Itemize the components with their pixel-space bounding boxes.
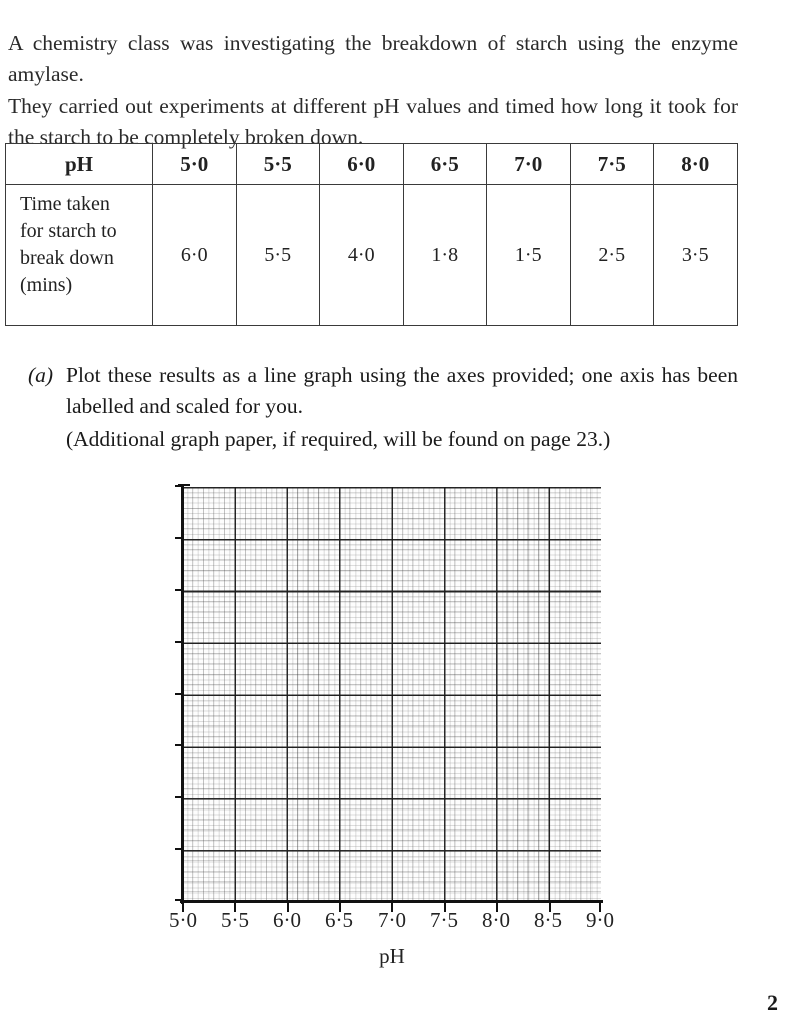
table-cell-time: 5·5: [236, 185, 320, 326]
x-axis-tick-label: 7·0: [378, 908, 406, 932]
graph-paper-block: [182, 487, 601, 902]
intro-paragraph-1: A chemistry class was investigating the breakdown of starch using the enzyme amylase.: [8, 30, 738, 86]
table-cell-time: 4·0: [320, 185, 404, 326]
question-part-a: [28, 360, 738, 422]
x-axis-title-text: pH: [379, 944, 405, 968]
table-cell-time: 1·5: [487, 185, 571, 326]
table-header-ph-value: 6·5: [403, 144, 487, 185]
y-axis-tick: [175, 537, 183, 539]
row-label-line: for starch to: [20, 220, 117, 242]
table-header-ph-value: 7·0: [487, 144, 571, 185]
table-header-row: [6, 144, 738, 185]
table-header-ph-value: 7·5: [570, 144, 654, 185]
y-axis-tick: [175, 641, 183, 643]
y-axis-tick: [175, 693, 183, 695]
y-axis-tick: [175, 485, 183, 487]
question-note: (Additional graph paper, if required, will be found on page 23.): [66, 427, 611, 451]
x-axis-tick-label: 6·0: [273, 908, 301, 932]
table-header-ph-value: 5·0: [153, 144, 237, 185]
x-axis-tick-label: 5·0: [169, 908, 197, 932]
table-header-ph-value: 8·0: [654, 144, 738, 185]
x-axis-tick-label: 6·5: [325, 908, 353, 932]
y-axis-tick: [175, 589, 183, 591]
table-row-label: [6, 185, 153, 326]
page-number: 2: [767, 990, 778, 1015]
table-row: [6, 185, 738, 326]
table-header-ph-value: 5·5: [236, 144, 320, 185]
table-cell-time: 1·8: [403, 185, 487, 326]
y-axis-tick: [175, 796, 183, 798]
x-axis-tick-label: 8·0: [482, 908, 510, 932]
question-part-text: Plot these results as a line graph using the axes provided; one axis has been labelled and scaled for you.: [66, 363, 738, 418]
results-table: [5, 143, 738, 326]
y-axis-tick: [175, 899, 183, 901]
table-header-ph-value: 6·0: [320, 144, 404, 185]
table-cell-time: 2·5: [570, 185, 654, 326]
x-axis-tick-label: 8·5: [534, 908, 562, 932]
question-part-a-row: [28, 360, 738, 422]
graph-grid: [182, 487, 601, 902]
graph-paper-texture: [182, 487, 601, 902]
x-axis-tick-labels: [0, 908, 792, 934]
x-axis-tick-label: 7·5: [430, 908, 458, 932]
x-axis-tick-label: 9·0: [586, 908, 614, 932]
intro-paragraph-2: They carried out experiments at different pH values and timed how long it took for the starch to be completely broken down.: [8, 93, 738, 149]
table-header-ph: pH: [6, 144, 153, 185]
row-label-line: (mins): [20, 274, 73, 296]
y-axis-tick: [175, 848, 183, 850]
row-label-line: Time taken: [20, 193, 110, 215]
y-axis-tick: [175, 744, 183, 746]
table-cell-time: 6·0: [153, 185, 237, 326]
question-part-marker: (a): [28, 363, 54, 387]
x-axis-title: [0, 944, 792, 969]
row-label-line: break down: [20, 247, 114, 269]
table-cell-time: 3·5: [654, 185, 738, 326]
results-table-wrapper: [5, 143, 737, 326]
x-axis-tick-label: 5·5: [221, 908, 249, 932]
